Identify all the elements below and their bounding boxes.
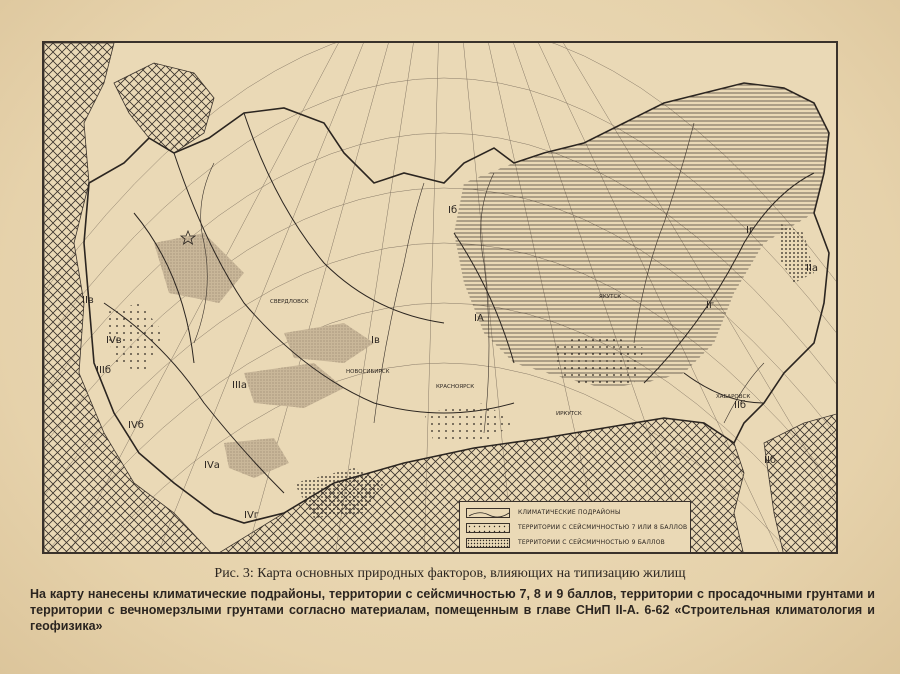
legend-label-subsidence — [518, 553, 662, 554]
legend-row-subsidence — [466, 553, 688, 554]
city-label-khabarovsk: ХАБАРОВСК — [716, 394, 751, 400]
region-label-iiib: IIIб — [96, 365, 112, 376]
region-label-iv: Iв — [371, 335, 380, 346]
city-label-krasnoyarsk: КРАСНОЯРСК — [436, 384, 475, 390]
legend-swatch-contours-icon — [466, 508, 510, 518]
seismic-kamchatka — [779, 223, 814, 283]
subsidence-turkestan — [224, 438, 289, 478]
region-label-iia: IIа — [806, 263, 819, 274]
region-label-iib: IIб — [734, 400, 747, 411]
legend-swatch-dots-dense-icon — [466, 538, 510, 548]
city-label-novosibirsk: НОВОСИБИРСК — [346, 369, 390, 375]
city-label-irkutsk: ИРКУТСК — [556, 411, 582, 417]
city-label-yakutsk: ЯКУТСК — [599, 294, 622, 300]
legend-row-seismic-78 — [466, 523, 688, 535]
figure-description: На карту нанесены климатические подрайоны, территории с сейсмичностью 7, 8 и 9 баллов, территории с просадочными грунтами и территории с вечномерзлыми грунтами согласно материалам, помещенным в главе СНиП II-А. 6-62 «Строительная климатология и геофизика» — [30, 587, 875, 633]
map-legend — [459, 501, 691, 554]
subsidence-kazakh — [244, 363, 344, 408]
legend-swatch-dots-sparse-icon — [466, 523, 510, 533]
subsidence-ukraine — [154, 233, 244, 303]
region-label-iib-2: IIб — [764, 455, 777, 466]
region-label-iiia: IIIа — [232, 380, 247, 391]
region-label-ia: IА — [474, 313, 484, 324]
map-frame — [42, 41, 838, 554]
region-label-ig-2: Iг — [706, 300, 715, 311]
figure-caption: Рис. 3: Карта основных природных факторов, влияющих на типизацию жилищ — [214, 566, 686, 581]
legend-row-seismic-9 — [466, 538, 688, 550]
permafrost-area — [454, 83, 829, 388]
region-label-ivv: IVв — [106, 335, 122, 346]
legend-label-climate: КЛИМАТИЧЕСКИЕ ПОДРАЙОНЫ — [518, 509, 621, 516]
map-svg — [44, 43, 838, 554]
region-label-ivg: IVг — [244, 510, 260, 521]
region-label-iva: IVа — [204, 460, 220, 471]
legend-label-seismic-78: ТЕРРИТОРИИ С СЕЙСМИЧНОСТЬЮ 7 ИЛИ 8 БАЛЛОВ — [518, 524, 688, 531]
legend-label-seismic-9: ТЕРРИТОРИИ С СЕЙСМИЧНОСТЬЮ 9 БАЛЛОВ — [518, 539, 666, 546]
region-label-ig-1: Iг — [746, 225, 755, 236]
foreign-east — [764, 413, 838, 554]
city-label-sverdlovsk: СВЕРДЛОВСК — [270, 299, 309, 305]
scandinavia — [114, 63, 214, 153]
subsidence-west-siberia — [284, 323, 374, 363]
seismic-altai — [424, 403, 514, 443]
legend-swatch-stipple-icon — [466, 553, 510, 554]
region-label-iiv: IIв — [82, 295, 94, 306]
region-label-ivb: IVб — [128, 420, 144, 431]
legend-row-climate — [466, 508, 688, 520]
region-label-ib: Iб — [448, 205, 458, 216]
